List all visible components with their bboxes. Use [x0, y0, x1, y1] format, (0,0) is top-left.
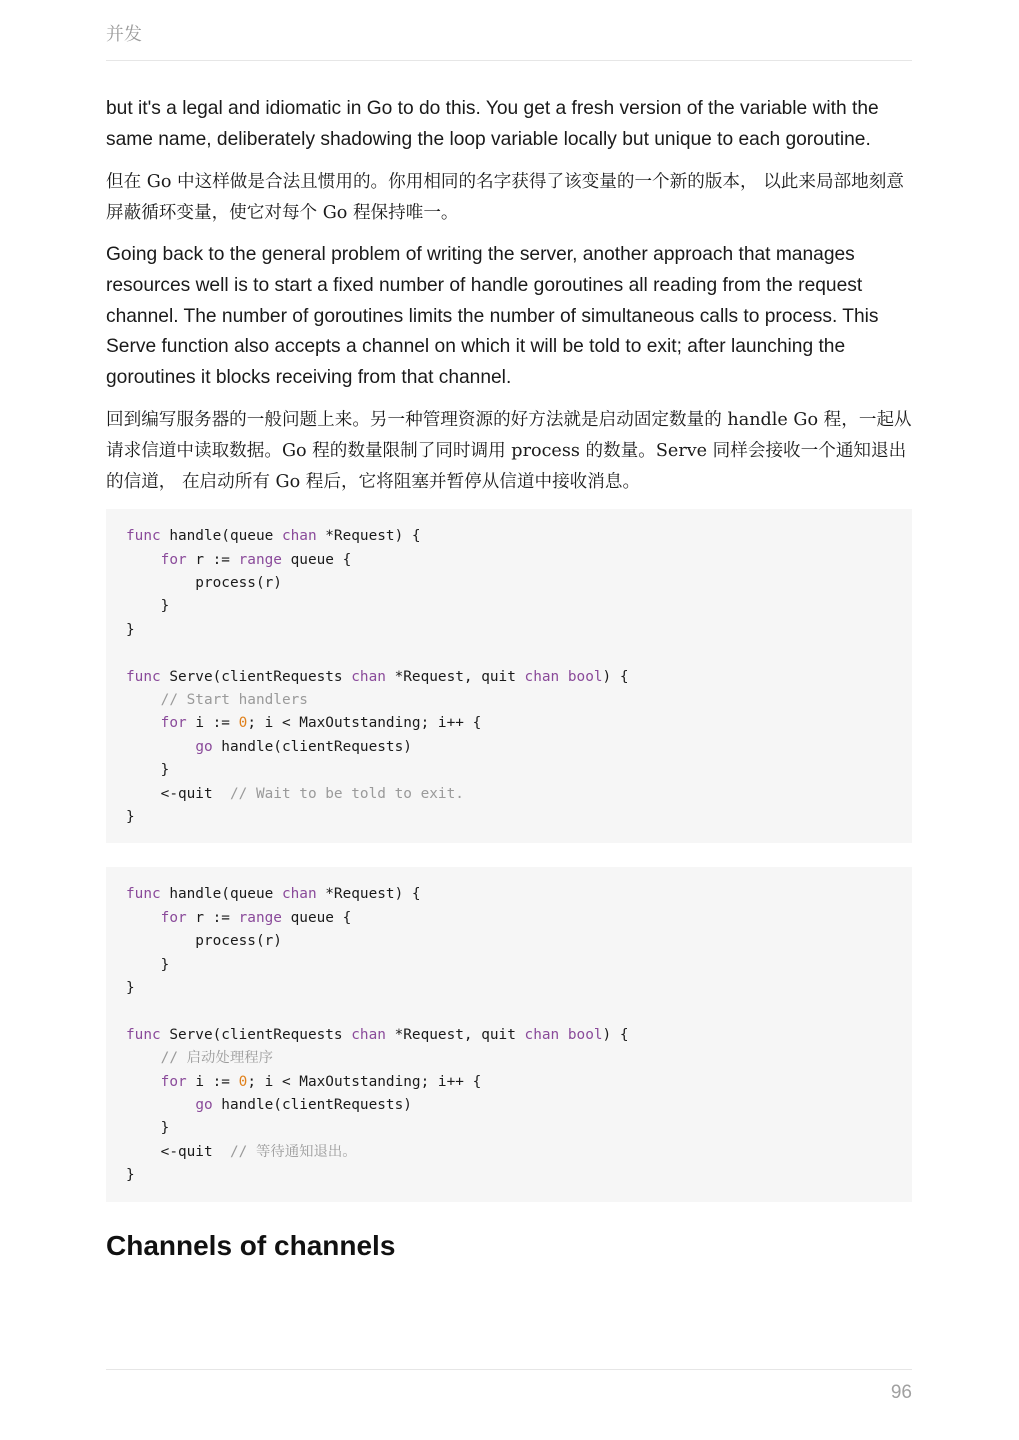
header-title: 并发	[106, 24, 142, 45]
paragraph-en-2: Going back to the general problem of writing the server, another approach that manages resources well is to start a fixed number of handle goroutines all reading from the request channel. The number of goroutines limits the number of simultaneous calls to process. This Serve function also accepts a channel on which it will be told to exit; after launching the goroutines it blocks receiving from that channel.	[106, 244, 879, 388]
code-comment-wait-zh: // 等待通知退出。	[229, 1143, 357, 1160]
section-heading: Channels of channels	[106, 1229, 396, 1261]
paragraph-zh-2: 回到编写服务器的一般问题上来。另一种管理资源的好方法就是启动固定数量的 handle Go 程，一起从请求信道中读取数据。Go 程的数量限制了同时调用 process 的数量。Serve 同样会接收一个通知退出的信道， 在启动所有 Go 程后，它将阻塞并暂停从信道中接收消息。	[106, 410, 912, 492]
page-content	[106, 94, 912, 1266]
code-comment-start: // Start handlers	[160, 691, 308, 708]
running-header	[106, 22, 912, 61]
code-comment-start-zh: // 启动处理程序	[160, 1050, 273, 1067]
code-comment-wait: // Wait to be told to exit.	[229, 785, 464, 802]
page-number: 96	[890, 1382, 912, 1403]
code-block-chinese: func handle(queue chan *Request) { for r := range queue { process(r) } } func Serve(clientRequests chan *Request, quit chan bool) { // 启动处理程序 for i := 0; i < MaxOutstanding; i++ { go handle(clientRequests) } <-quit // 等待通知退出。 }	[106, 867, 912, 1201]
code-block-english: func handle(queue chan *Request) { for r := range queue { process(r) } } func Serve(clientRequests chan *Request, quit chan bool) { // Start handlers for i := 0; i < MaxOutstanding; i++ { go handle(clientRequests) } <-quit // Wait to be told to exit. }	[106, 509, 912, 843]
document-page	[106, 0, 912, 1440]
page-footer	[106, 1369, 912, 1403]
paragraph-en-1: but it's a legal and idiomatic in Go to do this. You get a fresh version of the variable with the same name, deliberately shadowing the loop variable locally but unique to each goroutine.	[106, 98, 879, 150]
paragraph-zh-1: 但在 Go 中这样做是合法且惯用的。你用相同的名字获得了该变量的一个新的版本， 以此来局部地刻意屏蔽循环变量，使它对每个 Go 程保持唯一。	[106, 172, 904, 223]
